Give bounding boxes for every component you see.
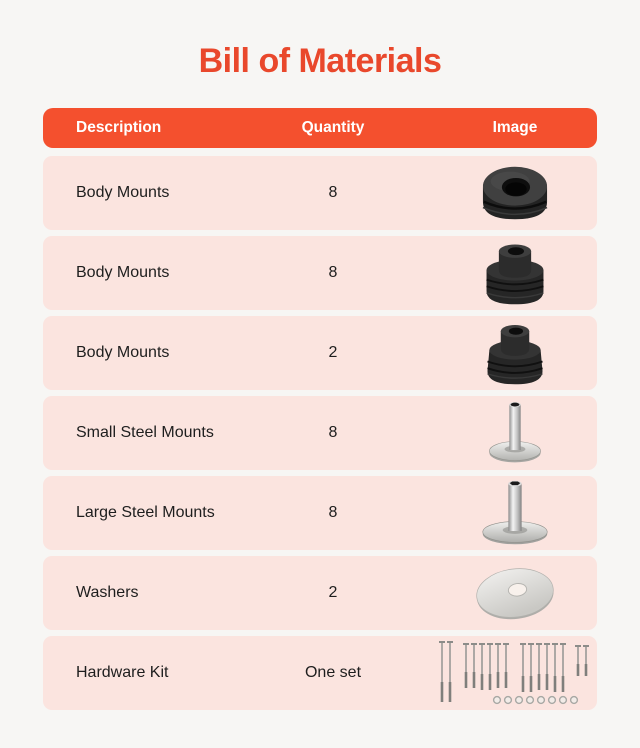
row-image-cell: [433, 397, 597, 469]
row-description: Washers: [76, 584, 139, 601]
header-quantity: Quantity: [301, 119, 365, 136]
table-row: [43, 316, 597, 390]
row-description: Large Steel Mounts: [76, 504, 215, 521]
row-quantity: One set: [304, 664, 362, 681]
row-quantity: 8: [328, 504, 338, 521]
row-description: Small Steel Mounts: [76, 424, 214, 441]
row-quantity: 8: [328, 424, 338, 441]
small-steel-sleeve-mount-icon: [475, 397, 555, 469]
row-image-cell: [433, 638, 597, 708]
page-title: Bill of Materials: [198, 42, 442, 80]
screws-and-washers-set-icon: [435, 638, 595, 708]
header-image: Image: [492, 119, 538, 136]
row-description: Body Mounts: [76, 184, 170, 201]
flat-steel-washer-icon: [465, 560, 565, 626]
table-row: [43, 476, 597, 550]
large-steel-sleeve-mount-icon: [470, 477, 560, 549]
table-row: [43, 396, 597, 470]
bill-of-materials-table: [43, 108, 597, 710]
row-quantity: 8: [328, 264, 338, 281]
row-quantity: 2: [328, 344, 338, 361]
table-row: [43, 156, 597, 230]
row-image-cell: [433, 236, 597, 310]
row-image-cell: [433, 316, 597, 390]
row-quantity: 8: [328, 184, 338, 201]
table-row: [43, 236, 597, 310]
row-image-cell: [433, 560, 597, 626]
black-tapered-rubber-mount-icon: [474, 316, 556, 390]
black-stepped-rubber-mount-icon: [472, 236, 558, 310]
header-description: Description: [76, 119, 162, 136]
table-row: [43, 556, 597, 630]
row-image-cell: [433, 159, 597, 227]
row-image-cell: [433, 477, 597, 549]
table-header-row: [43, 108, 597, 148]
table-row: [43, 636, 597, 710]
row-description: Hardware Kit: [76, 664, 169, 681]
row-quantity: 2: [328, 584, 338, 601]
row-description: Body Mounts: [76, 264, 170, 281]
black-rubber-grommet-mount-icon: [471, 159, 559, 227]
row-description: Body Mounts: [76, 344, 170, 361]
